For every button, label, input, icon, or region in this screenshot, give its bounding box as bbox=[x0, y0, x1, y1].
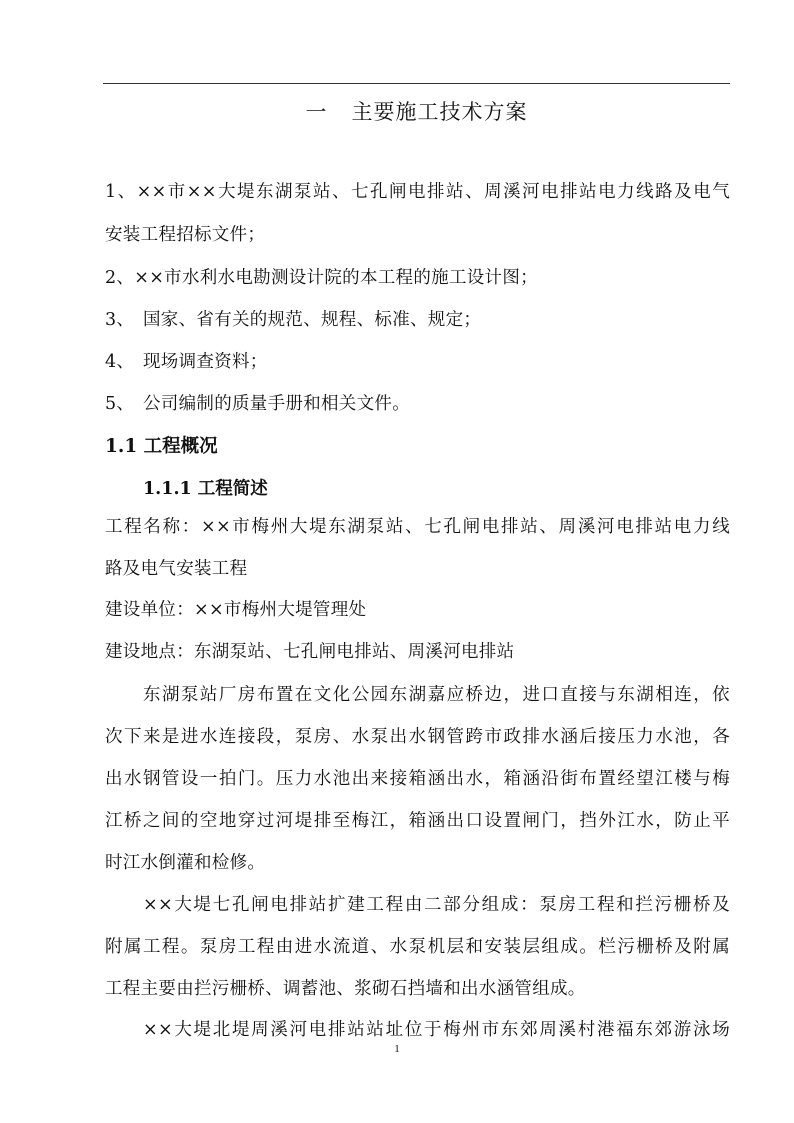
list-item-1-line-2: 安装工程招标文件； bbox=[105, 225, 266, 245]
title-text: 主要施工技术方案 bbox=[351, 100, 528, 124]
section-heading-1-1: 1.1 工程概况 bbox=[105, 436, 218, 457]
paragraph-1-line-1: 东湖泵站厂房布置在文化公园东湖嘉应桥边，进口直接与东湖相连，依 bbox=[143, 685, 730, 705]
construction-site: 建设地点：东湖泵站、七孔闸电排站、周溪河电排站 bbox=[105, 642, 515, 662]
list-item-4: 4、 现场调查资料； bbox=[105, 352, 268, 372]
project-name-line-1: 工程名称：××市梅州大堤东湖泵站、七孔闸电排站、周溪河电排站电力线 bbox=[105, 517, 730, 537]
list-item-1-line-1: 1、××市××大堤东湖泵站、七孔闸电排站、周溪河电排站电力线路及电气 bbox=[105, 182, 731, 202]
paragraph-2-line-1: ××大堤七孔闸电排站扩建工程由二部分组成：泵房工程和拦污栅桥及 bbox=[143, 895, 730, 915]
page-title bbox=[103, 96, 730, 126]
list-item-2: 2、××市水利水电勘测设计院的本工程的施工设计图； bbox=[105, 268, 538, 288]
page-number: 1 bbox=[394, 1043, 400, 1055]
paragraph-2-line-2: 附属工程。泵房工程由进水流道、水泵机层和安装层组成。栏污栅桥及附属 bbox=[105, 937, 730, 957]
paragraph-1-line-2: 次下来是进水连接段，泵房、水泵出水钢管跨市政排水涵后接压力水池，各 bbox=[105, 727, 730, 747]
paragraph-3-line-1: ××大堤北堤周溪河电排站站址位于梅州市东郊周溪村港福东郊游泳场 bbox=[143, 1020, 730, 1040]
project-name-line-2: 路及电气安装工程 bbox=[105, 559, 248, 579]
header-rule bbox=[103, 83, 730, 84]
paragraph-2-line-3: 工程主要由拦污栅桥、调蓄池、浆砌石挡墙和出水涵管组成。 bbox=[105, 979, 586, 999]
construction-unit: 建设单位：××市梅州大堤管理处 bbox=[105, 600, 367, 620]
title-number: 一 bbox=[305, 100, 328, 124]
paragraph-1-line-5: 时江水倒灌和检修。 bbox=[105, 853, 266, 873]
paragraph-1-line-4: 江桥之间的空地穿过河堤排至梅江，箱涵出口设置闸门，挡外江水，防止平 bbox=[105, 811, 730, 831]
list-item-5: 5、 公司编制的质量手册和相关文件。 bbox=[105, 394, 410, 414]
list-item-3: 3、 国家、省有关的规范、规程、标准、规定； bbox=[105, 310, 482, 330]
section-heading-1-1-1: 1.1.1 工程简述 bbox=[143, 479, 268, 499]
paragraph-1-line-3: 出水钢管设一拍门。压力水池出来接箱涵出水，箱涵沿街布置经望江楼与梅 bbox=[105, 769, 730, 789]
